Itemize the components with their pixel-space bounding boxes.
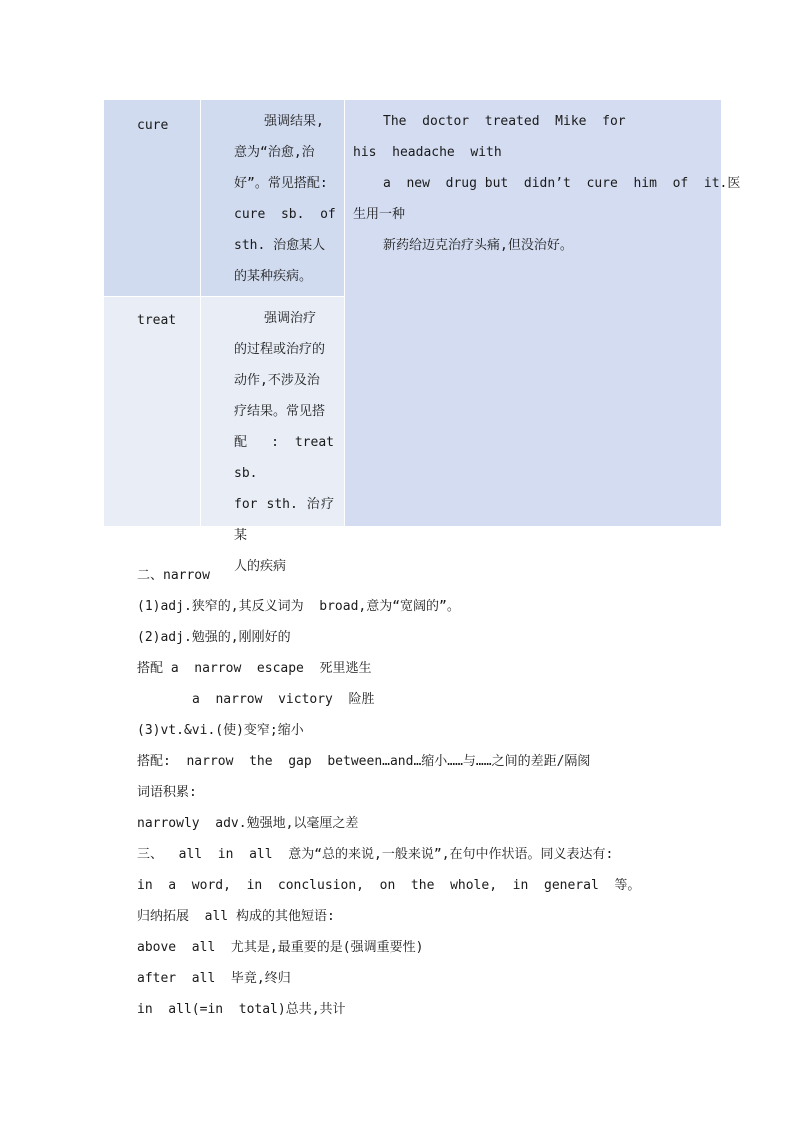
note-line: narrowly adv.勉强地,以毫厘之差 (137, 816, 359, 831)
example-line: 生用一种 (353, 207, 406, 222)
description-line: 疗结果。常见搭 (234, 404, 326, 419)
example-line: his headache with (353, 145, 502, 160)
note-line: (1)adj.狭窄的,其反义词为 broad,意为“宽阔的”。 (137, 599, 460, 614)
example-line: a new drug but didn’t cure him of it.医 (383, 176, 741, 191)
description-line: 配 : treat sb. (234, 435, 334, 481)
description-line: 意为“治愈,治 (234, 145, 315, 160)
description-line: for sth. 治疗某 (234, 497, 334, 543)
description-line: 的某种疾病。 (234, 269, 313, 284)
word-treat: treat (104, 297, 201, 526)
note-line: 词语积累: (137, 785, 197, 800)
vocabulary-notes (137, 560, 697, 1025)
word-cure: cure (104, 100, 201, 297)
description-line: 动作,不涉及治 (234, 373, 320, 388)
example-sentence (345, 100, 741, 526)
note-line: above all 尤其是,最重要的是(强调重要性) (137, 940, 424, 955)
note-line: after all 毕竟,终归 (137, 971, 291, 986)
section-heading-narrow: 二、narrow (137, 568, 210, 583)
description-line: sth. 治愈某人 (234, 238, 326, 253)
description-line: cure sb. of (234, 207, 336, 222)
description-line: 好”。常见搭配: (234, 176, 328, 191)
note-line: 搭配: narrow the gap between…and…缩小……与……之间的差距/隔阂 (137, 754, 591, 769)
section-heading-all-in-all: 三、 all in all 意为“总的来说,一般来说”,在句中作状语。同义表达有: (137, 847, 614, 862)
note-line: (3)vt.&vi.(使)变窄;缩小 (137, 723, 304, 738)
note-line: a narrow victory 险胜 (192, 692, 375, 707)
note-line: in all(=in total)总共,共计 (137, 1002, 346, 1017)
description-line: 强调治疗 (264, 311, 317, 326)
description-line: 人的疾病 (234, 559, 287, 574)
description-line: 的过程或治疗的 (234, 342, 326, 357)
note-line: in a word, in conclusion, on the whole, in general 等。 (137, 878, 641, 893)
description-line: 强调结果, (264, 114, 324, 129)
word-comparison-table (104, 100, 741, 574)
example-line: The doctor treated Mike for (383, 114, 626, 129)
description-cure (201, 100, 345, 297)
example-line: 新药给迈克治疗头痛,但没治好。 (383, 238, 573, 253)
note-line: 搭配 a narrow escape 死里逃生 (137, 661, 372, 676)
note-line: (2)adj.勉强的,刚刚好的 (137, 630, 291, 645)
note-line: 归纳拓展 all 构成的其他短语: (137, 909, 335, 924)
description-treat (201, 297, 345, 574)
